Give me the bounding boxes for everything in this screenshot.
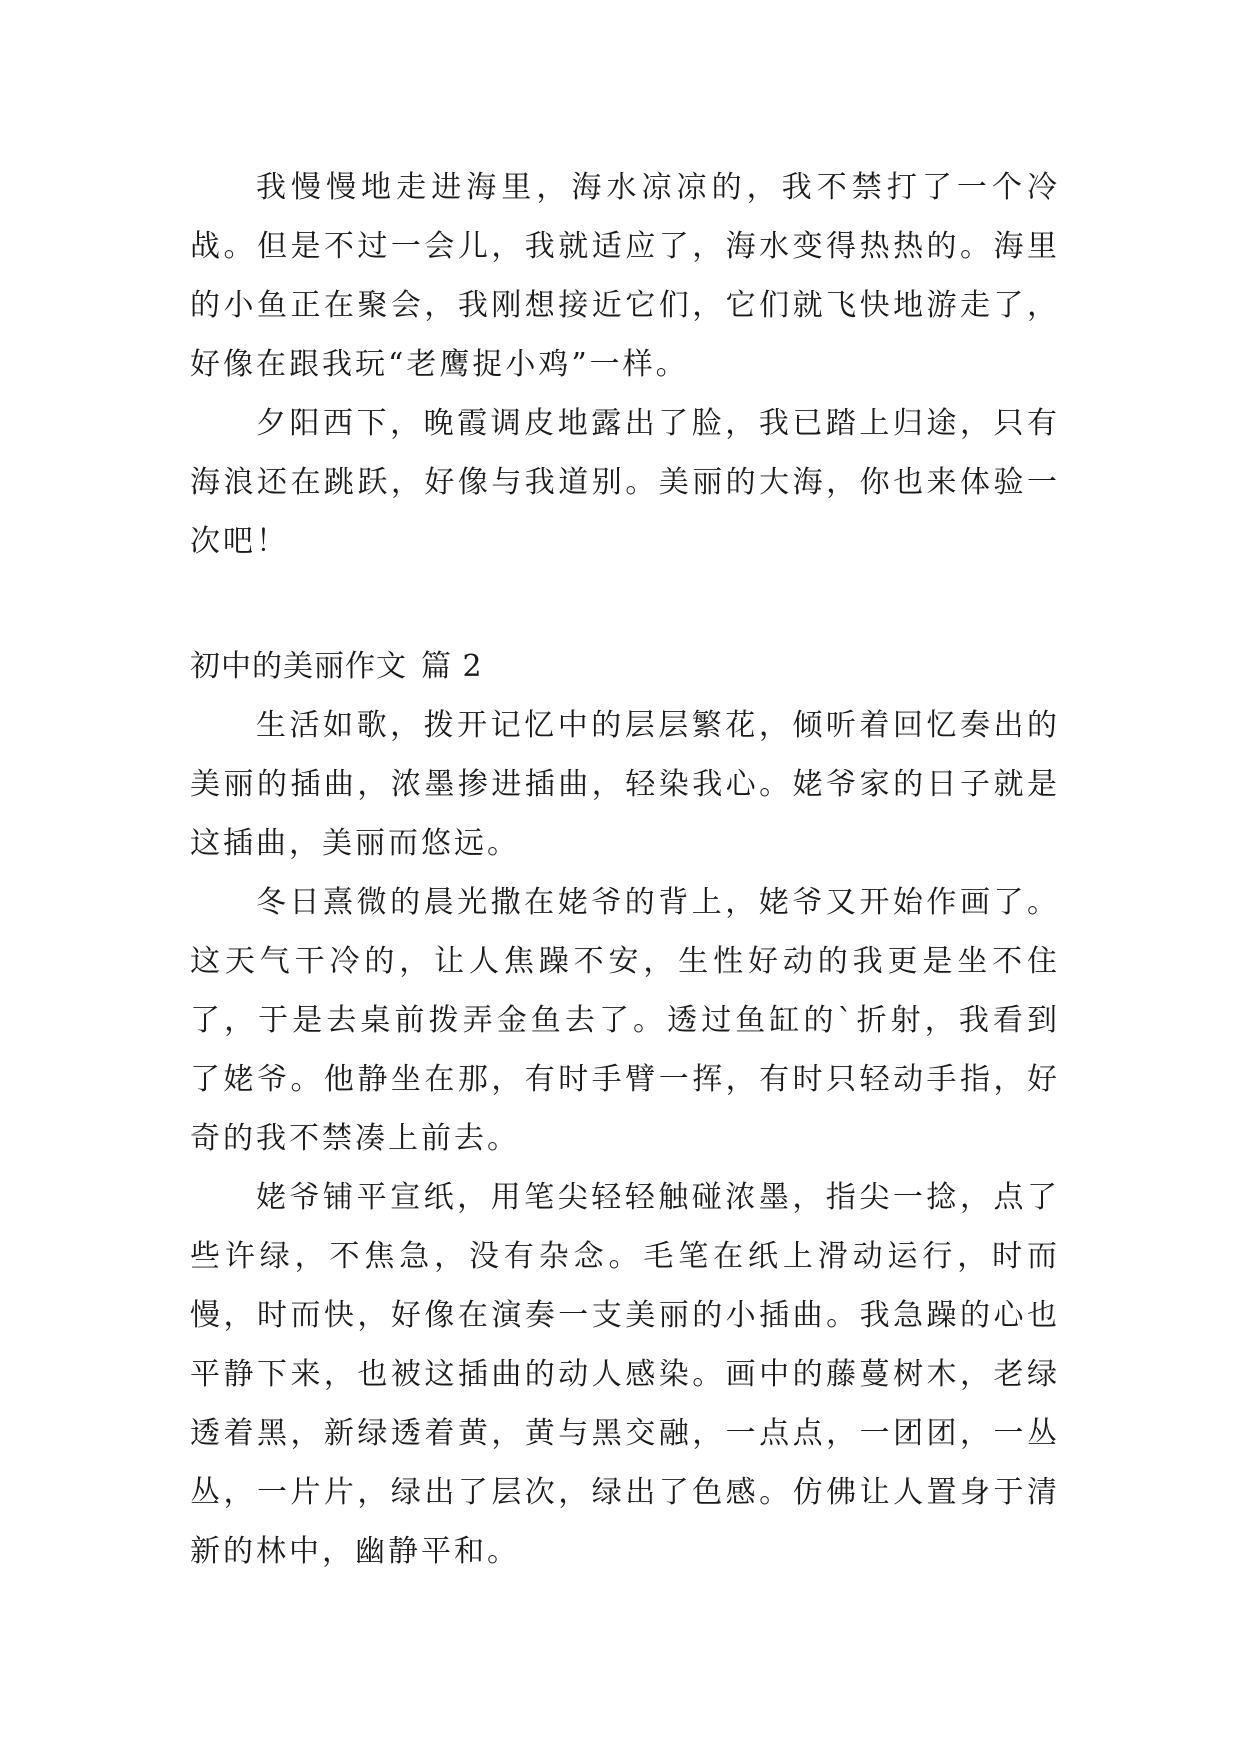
heading-number: 篇 2: [421, 649, 483, 684]
paragraph: 生活如歌，拨开记忆中的层层繁花，倾听着回忆奏出的美丽的插曲，浓墨掺进插曲，轻染我心。姥爷家的日子就是这插曲，美丽而悠远。: [190, 708, 1060, 861]
heading-title: 初中的美丽作文: [190, 649, 407, 684]
section-heading: [190, 637, 1060, 696]
paragraph: 夕阳西下，晚霞调皮地露出了脸，我已踏上归途，只有海浪还在跳跃，好像与我道别。美丽的大海，你也来体验一次吧！: [190, 406, 1060, 559]
paragraph: 冬日熹微的晨光撒在姥爷的背上，姥爷又开始作画了。这天气干冷的，让人焦躁不安，生性好动的我更是坐不住了，于是去桌前拨弄金鱼去了。透过鱼缸的`折射，我看到了姥爷。他静坐在那，有时手臂一挥，有时只轻动手指，好奇的我不禁凑上前去。: [190, 885, 1060, 1156]
paragraph: 我慢慢地走进海里，海水凉凉的，我不禁打了一个冷战。但是不过一会儿，我就适应了，海水变得热热的。海里的小鱼正在聚会，我刚想接近它们，它们就飞快地游走了，好像在跟我玩“老鹰捉小鸡”一样。: [190, 170, 1060, 382]
paragraph: 姥爷铺平宣纸，用笔尖轻轻触碰浓墨，指尖一捻，点了些许绿，不焦急，没有杂念。毛笔在纸上滑动运行，时而慢，时而快，好像在演奏一支美丽的小插曲。我急躁的心也平静下来，也被这插曲的动人感染。画中的藤蔓树木，老绿透着黑，新绿透着黄，黄与黑交融，一点点，一团团，一丛丛，一片片，绿出了层次，绿出了色感。仿佛让人置身于清新的林中，幽静平和。: [190, 1180, 1060, 1569]
section-spacer: [190, 571, 1060, 637]
document-body: [190, 158, 1060, 1581]
